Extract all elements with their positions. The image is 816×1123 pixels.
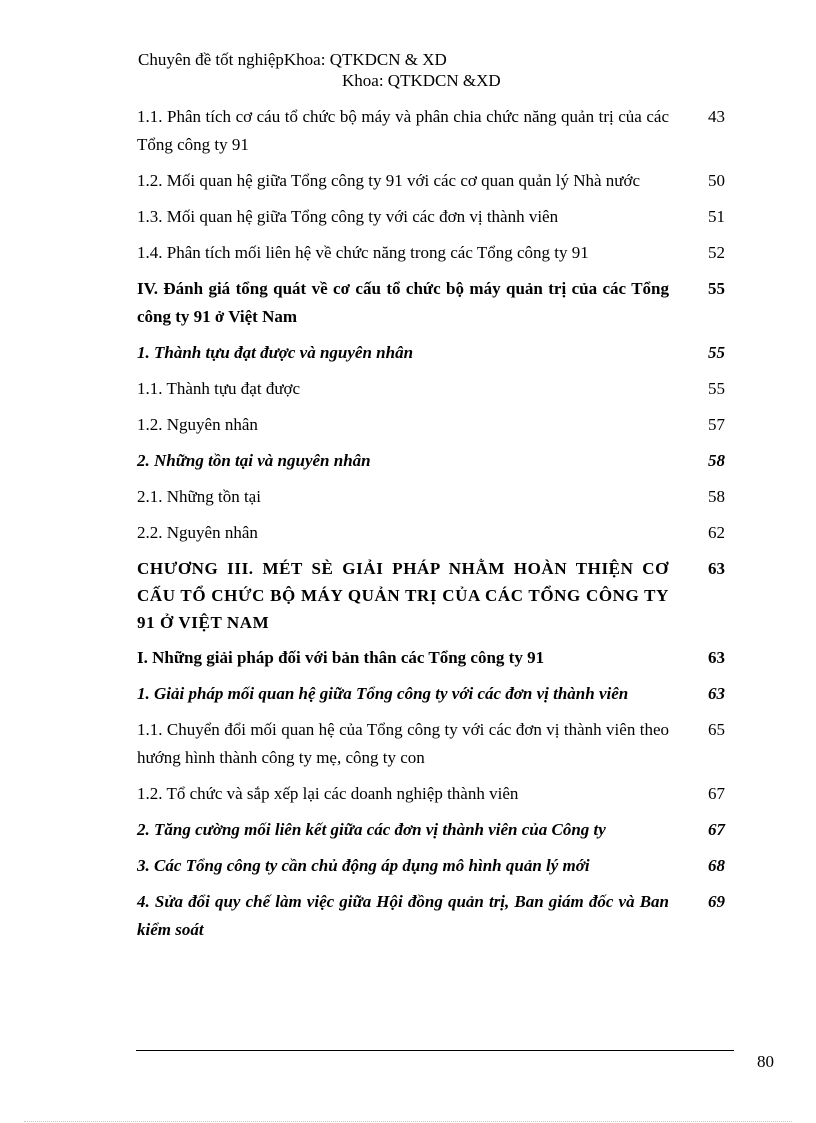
- toc-entry-text: 1.3. Mối quan hệ giữa Tổng công ty với các đơn vị thành viên: [137, 207, 559, 226]
- toc-entry-page: 55: [708, 279, 725, 298]
- toc-entry-text: 1.1. Chuyển đổi mối quan hệ của Tổng công ty với các đơn vị thành viên theo hướng hình thành công ty mẹ, công ty con: [137, 720, 669, 767]
- toc-entry-page: 51: [708, 207, 725, 226]
- toc-subsection-heading: [137, 339, 727, 367]
- toc-entry: [137, 239, 727, 267]
- toc-entry-text: 1.1. Phân tích cơ cáu tổ chức bộ máy và phân chia chức năng quản trị của các Tổng công ty 91: [137, 107, 669, 154]
- page-header-title: Chuyên đề tốt nghiệpKhoa: QTKDCN & XD: [138, 50, 447, 69]
- toc-entry-text: 1.2. Nguyên nhân: [137, 415, 258, 434]
- toc-entry-page: 69: [708, 892, 725, 911]
- toc-entry: [137, 716, 727, 772]
- toc-entry: [137, 203, 727, 231]
- toc-section-heading: [137, 275, 727, 331]
- toc-entry-page: 50: [708, 171, 725, 190]
- toc-entry-page: 55: [708, 343, 725, 362]
- toc-entry-page: 58: [708, 451, 725, 470]
- page-number: 80: [757, 1052, 774, 1071]
- toc-entry-page: 67: [708, 820, 725, 839]
- toc-entry-text: 1. Thành tựu đạt được và nguyên nhân: [137, 343, 414, 362]
- toc-entry: [137, 375, 727, 403]
- toc-entry: [137, 780, 727, 808]
- toc-entry-page: 58: [708, 487, 725, 506]
- toc-entry: [137, 519, 727, 547]
- page-header-department: Khoa: QTKDCN &XD: [342, 71, 501, 90]
- toc-entry-text: 1.1. Thành tựu đạt được: [137, 379, 301, 398]
- toc-entry-page: 65: [708, 720, 725, 739]
- toc-chapter-heading: [137, 555, 727, 636]
- toc-entry-page: 57: [708, 415, 725, 434]
- toc-entry-text: 4. Sửa đổi quy chế làm việc giữa Hội đồng quản trị, Ban giám đốc và Ban kiểm soát: [137, 892, 669, 939]
- toc-entry-page: 43: [708, 107, 725, 126]
- toc-entry-text: 1.2. Mối quan hệ giữa Tổng công ty 91 với các cơ quan quản lý Nhà nước: [137, 171, 641, 190]
- toc-entry: [137, 103, 727, 159]
- table-of-contents: [137, 103, 727, 952]
- toc-entry-text: 1. Giải pháp mối quan hệ giữa Tổng công ty với các đơn vị thành viên: [137, 684, 629, 703]
- toc-entry-text: 1.4. Phân tích mối liên hệ về chức năng trong các Tổng công ty 91: [137, 243, 589, 262]
- toc-entry-page: 63: [708, 648, 725, 667]
- toc-entry: [137, 483, 727, 511]
- toc-entry-text: 2.2. Nguyên nhân: [137, 523, 258, 542]
- toc-entry-text: 2. Những tồn tại và nguyên nhân: [137, 451, 371, 470]
- toc-entry-text: 3. Các Tổng công ty cần chủ động áp dụng mô hình quản lý mới: [137, 856, 590, 875]
- toc-entry-text: IV. Đánh giá tổng quát về cơ cấu tổ chức bộ máy quản trị của các Tổng công ty 91 ở Việt Nam: [137, 279, 669, 326]
- toc-subsection-heading: [137, 816, 727, 844]
- toc-entry-text: 1.2. Tổ chức và sắp xếp lại các doanh nghiệp thành viên: [137, 784, 519, 803]
- toc-entry-page: 63: [708, 559, 725, 578]
- toc-subsection-heading: [137, 888, 727, 944]
- toc-entry-text: I. Những giải pháp đối với bản thân các Tổng công ty 91: [137, 648, 545, 667]
- toc-entry-text: CHƯƠNG III. MÉT SÈ GIẢI PHÁP NHẰM HOÀN THIỆN CƠ CẤU TỔ CHỨC BỘ MÁY QUẢN TRỊ CỦA CÁC TỔNG CÔNG TY 91 Ở VIỆT NAM: [137, 559, 669, 632]
- toc-subsection-heading: [137, 447, 727, 475]
- footer-divider: [136, 1050, 734, 1051]
- toc-section-heading: [137, 644, 727, 672]
- toc-entry-text: 2. Tăng cường mối liên kết giữa các đơn vị thành viên của Công ty: [137, 820, 606, 839]
- toc-entry-page: 68: [708, 856, 725, 875]
- toc-subsection-heading: [137, 852, 727, 880]
- page-bottom-dotted-line: [24, 1121, 792, 1122]
- toc-entry-page: 63: [708, 684, 725, 703]
- toc-entry: [137, 411, 727, 439]
- toc-entry-page: 55: [708, 379, 725, 398]
- toc-entry-page: 62: [708, 523, 725, 542]
- toc-entry-page: 67: [708, 784, 725, 803]
- toc-subsection-heading: [137, 680, 727, 708]
- toc-entry: [137, 167, 727, 195]
- toc-entry-text: 2.1. Những tồn tại: [137, 487, 261, 506]
- toc-entry-page: 52: [708, 243, 725, 262]
